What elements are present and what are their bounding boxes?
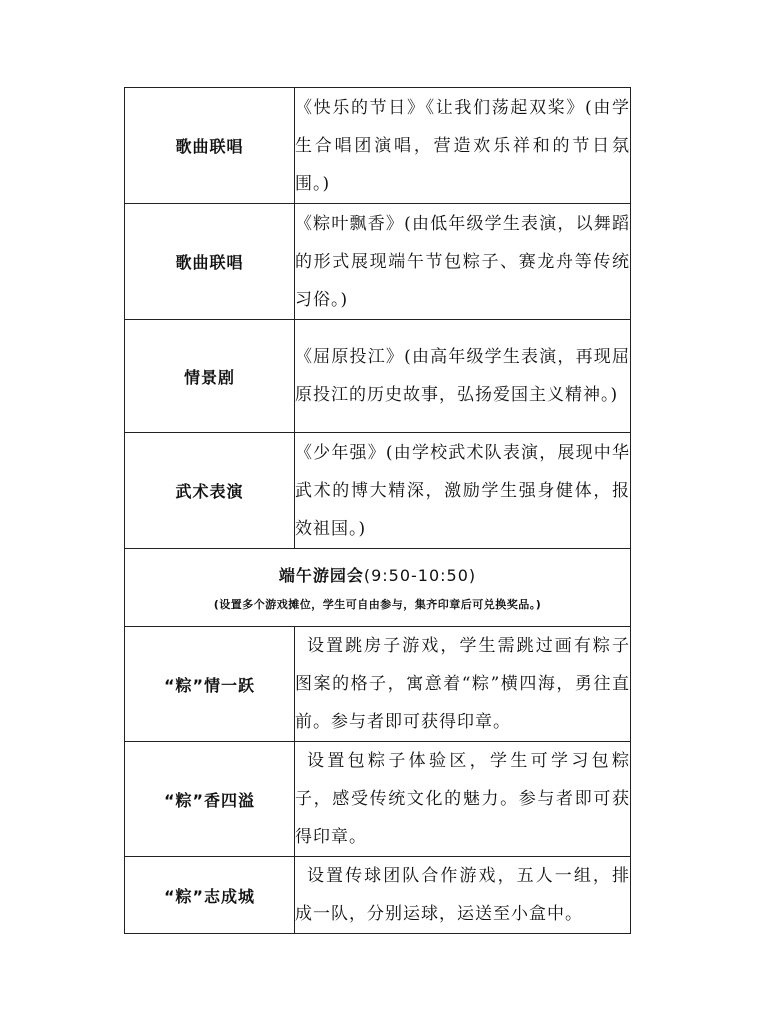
table-row [125,742,631,857]
garden-party-section [125,549,631,627]
program-description: 《粽叶飘香》(由低年级学生表演，以舞蹈的形式展现端午节包粽子、赛龙舟等传统习俗。) [295,204,631,320]
game-description: 设置包粽子体验区，学生可学习包粽子，感受传统文化的魅力。参与者即可获得印章。 [295,742,631,857]
program-name: 歌曲联唱 [125,204,295,320]
program-description: 《快乐的节日》《让我们荡起双桨》(由学生合唱团演唱，营造欢乐祥和的节日氛围。) [295,88,631,204]
game-name: “粽”志成城 [125,857,295,934]
section-title [125,563,630,589]
table-row [125,627,631,742]
game-description: 设置传球团队合作游戏，五人一组，排成一队，分别运球，运送至小盒中。 [295,857,631,934]
game-description: 设置跳房子游戏，学生需跳过画有粽子图案的格子，寓意着“粽”横四海，勇往直前。参与者即可获得印章。 [295,627,631,742]
table-row [125,433,631,549]
document-page [124,87,630,934]
table-row [125,320,631,433]
section-header-row [125,549,631,627]
table-row [125,88,631,204]
program-name: 歌曲联唱 [125,88,295,204]
program-description: 《少年强》(由学校武术队表演，展现中华武术的博大精深，激励学生强身健体，报效祖国。) [295,433,631,549]
game-name: “粽”情一跃 [125,627,295,742]
section-note: (设置多个游戏摊位，学生可自由参与，集齐印章后可兑换奖品。) [213,597,542,611]
program-table [124,87,631,934]
game-name: “粽”香四溢 [125,742,295,857]
program-name: 情景剧 [125,320,295,433]
section-time: (9:50-10:50) [363,565,477,585]
program-name: 武术表演 [125,433,295,549]
section-title-text: 端午游园会 [278,565,364,585]
table-row [125,204,631,320]
program-description: 《屈原投江》(由高年级学生表演，再现屈原投江的历史故事，弘扬爱国主义精神。) [295,320,631,433]
table-row [125,857,631,934]
